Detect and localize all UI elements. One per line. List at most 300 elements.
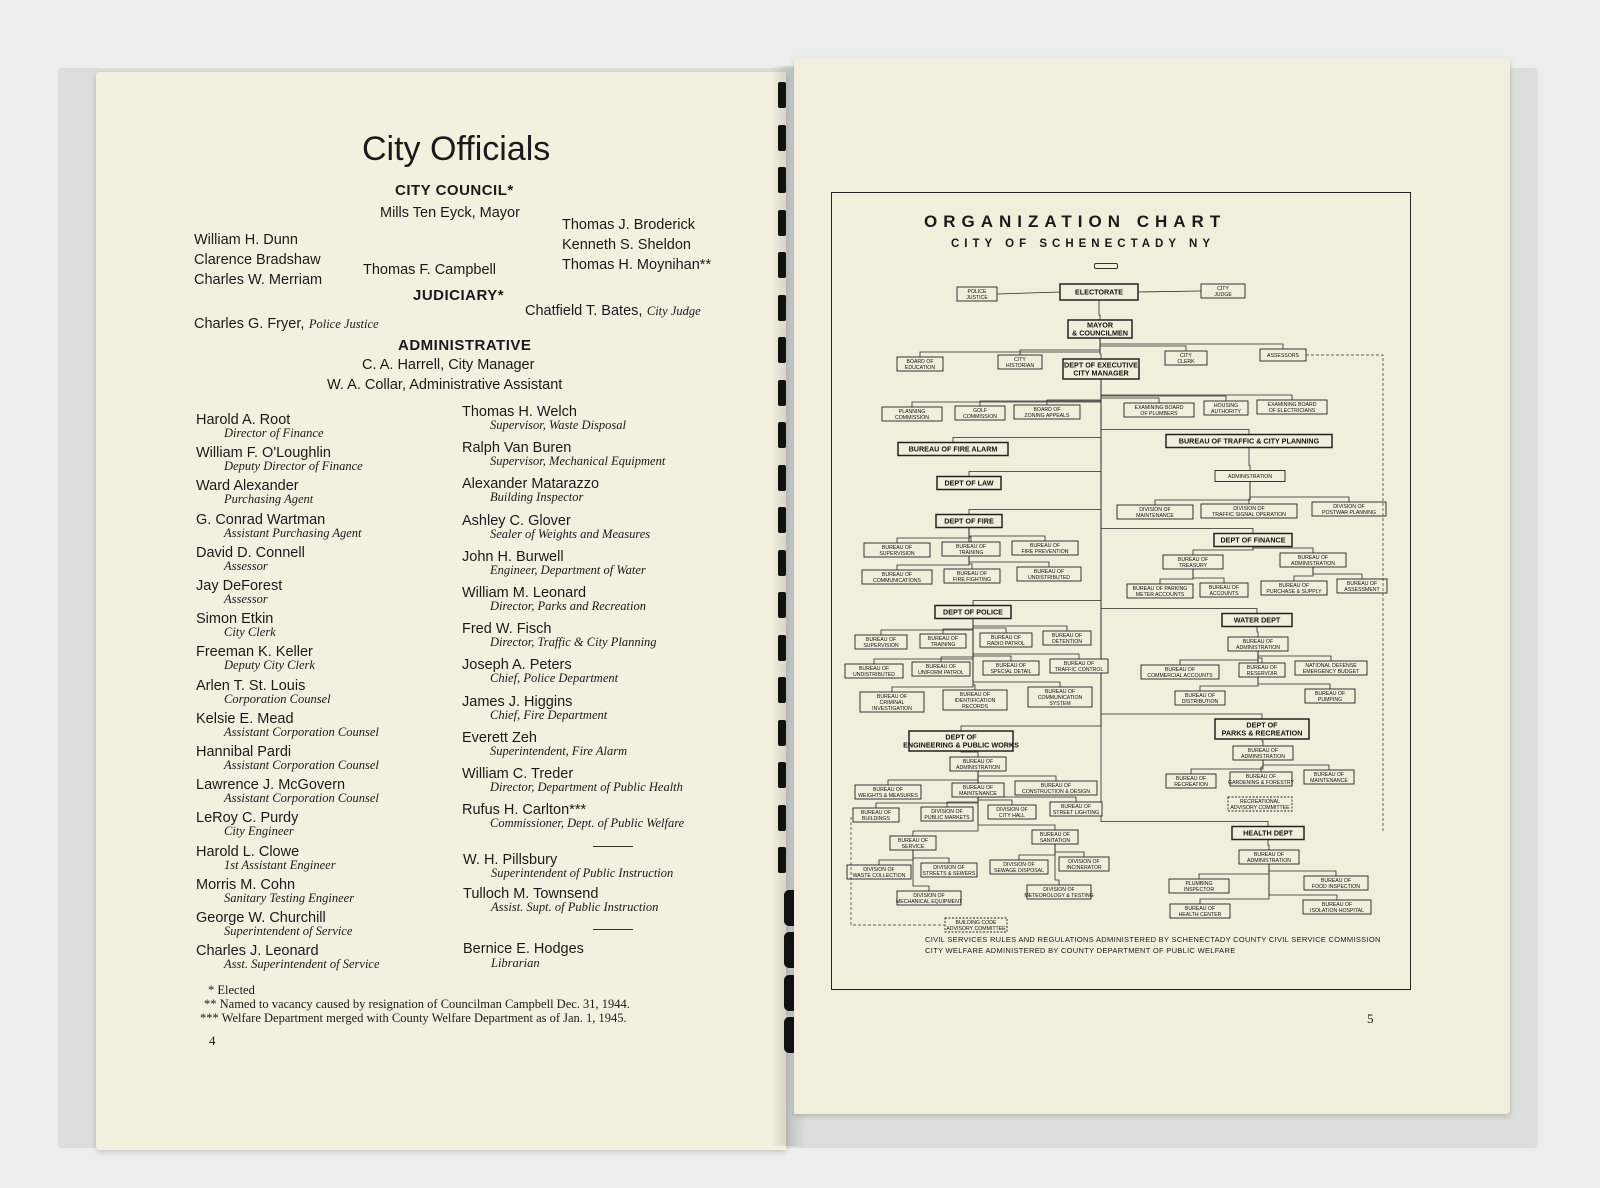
council-member: Thomas J. Broderick xyxy=(562,217,695,233)
chart-box-label: EXAMINING BOARD xyxy=(1267,401,1317,408)
chart-box-bur-sanitation xyxy=(1032,830,1078,844)
chart-box-label: ZONING APPEALS xyxy=(1024,412,1070,419)
official-title: Engineer, Department of Water xyxy=(490,562,646,577)
chart-box-bur-admin-w xyxy=(1228,637,1288,651)
chart-box-div-signal xyxy=(1201,504,1297,518)
chart-box-label: DIVISION OF xyxy=(1068,858,1100,865)
official-title: Director, Traffic & City Planning xyxy=(490,635,657,650)
official-title: Corporation Counsel xyxy=(224,691,331,706)
binding-ring xyxy=(778,125,786,151)
chart-box-bur-fire-fight xyxy=(944,569,1000,583)
chart-box-div-cityhall xyxy=(988,805,1036,819)
chart-box-label: CITY MANAGER xyxy=(1073,368,1129,378)
chart-box-label: TRAFFIC CONTROL xyxy=(1054,666,1104,673)
chart-connector xyxy=(969,379,1101,477)
chart-connector xyxy=(881,619,973,636)
chart-box-label: ADMINISTRATION xyxy=(1236,644,1280,651)
official-entry xyxy=(196,910,352,939)
chart-box-dept-parks xyxy=(1215,719,1309,739)
chart-box-city-judge xyxy=(1201,284,1245,298)
chart-box-label: ADVISORY COMMITTEE xyxy=(1230,804,1290,811)
chart-box-label: HISTORIAN xyxy=(1005,362,1035,369)
chart-connector xyxy=(879,850,913,865)
librarian-entry xyxy=(463,941,584,971)
chart-connector xyxy=(1269,864,1336,876)
chart-box-bur-accounts xyxy=(1200,583,1248,597)
chart-box-label: UNDISTRIBUTED xyxy=(1027,574,1071,581)
chart-box-bur-food xyxy=(1304,876,1368,890)
chart-box-label: BOARD OF xyxy=(906,358,934,365)
chart-box-label: MAINTENANCE xyxy=(1136,512,1174,519)
chart-connector xyxy=(897,528,969,544)
official-name: Arlen T. St. Louis xyxy=(196,677,306,694)
chart-box-health-dept xyxy=(1232,827,1304,840)
chart-box-label: BUREAU OF xyxy=(959,691,991,698)
binding-ring xyxy=(778,762,786,788)
official-title: City Engineer xyxy=(224,824,294,839)
chart-box-label: CONSTRUCTION & DESIGN xyxy=(1021,788,1091,795)
chart-box-label: BUREAU OF TRAFFIC & CITY PLANNING xyxy=(1178,436,1320,446)
official-entry xyxy=(196,611,276,640)
chart-box-label: BUREAU OF xyxy=(1314,690,1346,697)
chart-box-bur-weights xyxy=(855,785,921,799)
chart-box-label: BUREAU OF xyxy=(1247,747,1279,754)
chart-box-label: BUREAU OF xyxy=(962,784,994,791)
chart-box-plumbing-insp xyxy=(1169,879,1229,893)
chart-box-label: BUREAU OF xyxy=(1320,877,1352,884)
chart-box-label: ADMINISTRATION xyxy=(956,764,1000,771)
official-title: Deputy City Clerk xyxy=(224,658,315,673)
chart-box-label: BUREAU OF xyxy=(1242,638,1274,645)
official-name: Tulloch M. Townsend xyxy=(463,886,599,902)
chart-box-label: TRAINING xyxy=(930,641,956,648)
chart-box-div-markets xyxy=(921,807,973,821)
chart-box-label: PUMPING xyxy=(1317,696,1343,703)
binding-ring xyxy=(778,635,786,661)
chart-connector xyxy=(1099,300,1100,320)
official-name: Kelsie E. Mead xyxy=(196,710,294,727)
chart-connector xyxy=(978,771,1056,781)
chart-box-bur-comm-sys xyxy=(1028,687,1092,707)
chart-box-bldg-advisory xyxy=(945,918,1007,932)
official-name: Rufus H. Carlton*** xyxy=(462,802,587,819)
chart-box-label: BUREAU OF xyxy=(1033,568,1065,575)
chart-connector xyxy=(969,528,1045,542)
chart-box-label: ADMINISTRATION xyxy=(1228,473,1272,480)
chart-box-fire-alarm xyxy=(898,443,1008,456)
chart-box-label: ADMINISTRATION xyxy=(1247,857,1291,864)
chart-box-label: MAYOR xyxy=(1086,320,1114,330)
chart-box-label: SYSTEM xyxy=(1049,700,1071,707)
chart-box-bur-admin-h xyxy=(1239,850,1299,864)
police-justice-name: Charles G. Fryer, xyxy=(194,316,305,332)
chart-box-label: BUREAU OF xyxy=(865,636,897,643)
chart-box-label: BUREAU OF xyxy=(1177,556,1209,563)
chart-box-label: SANITATION xyxy=(1039,837,1071,844)
official-title: Superintendent, Fire Alarm xyxy=(490,743,628,758)
official-name: G. Conrad Wartman xyxy=(196,511,326,528)
chart-box-label: POLICE xyxy=(967,288,987,295)
chart-box-bur-admin-e xyxy=(950,757,1006,771)
chart-connector xyxy=(961,751,978,757)
chart-box-label: BUREAU OF xyxy=(1175,775,1207,782)
official-entry xyxy=(196,512,362,541)
chart-box-label: ENGINEERING & PUBLIC WORKS xyxy=(903,740,1019,750)
org-chart-subtitle: CITY OF SCHENECTADY NY xyxy=(951,238,1215,250)
chart-box-label: CLERK xyxy=(1177,358,1195,365)
official-title: Sanitary Testing Engineer xyxy=(224,890,355,905)
chart-box-mayor xyxy=(1068,320,1132,338)
chart-box-bur-traffic-c xyxy=(1050,659,1108,673)
chart-connector xyxy=(912,379,1101,407)
chart-connector xyxy=(913,771,978,836)
chart-box-label: BUREAU OF xyxy=(897,837,929,844)
chart-box-label: PUBLIC MARKETS xyxy=(924,814,970,821)
official-name: Joseph A. Peters xyxy=(462,657,572,674)
chart-box-label: BUREAU OF FIRE ALARM xyxy=(908,444,998,454)
chart-box-label: COMMISSION xyxy=(962,413,998,420)
official-title: Director, Department of Public Health xyxy=(490,780,683,794)
chart-box-bur-service xyxy=(890,836,936,850)
chart-box-label: DETENTION xyxy=(1052,638,1082,645)
official-name: Lawrence J. McGovern xyxy=(196,777,346,794)
chart-box-label: BUREAU OF xyxy=(1184,905,1216,912)
chart-box-div-maint xyxy=(1117,505,1193,519)
chart-connector xyxy=(978,797,1076,802)
chart-box-bur-purchase xyxy=(1261,581,1327,595)
chart-box-label: TREASURY xyxy=(1178,562,1208,569)
chart-box-label: BUREAU OF xyxy=(1029,542,1061,549)
chart-box-label: DEPT OF xyxy=(945,732,977,742)
official-entry xyxy=(463,852,673,881)
chart-box-label: NATIONAL DEFENSE xyxy=(1305,662,1357,669)
chart-connector xyxy=(1262,739,1263,746)
chart-box-bur-comm-f xyxy=(862,570,932,584)
chart-box-assessors xyxy=(1260,349,1306,361)
official-title: City Clerk xyxy=(224,625,276,640)
chart-connector xyxy=(973,619,1067,632)
police-justice-title: Police Justice xyxy=(308,317,379,331)
chart-box-label: BUREAU OF xyxy=(1044,688,1076,695)
chart-connector xyxy=(1294,567,1313,581)
council-member: Charles W. Merriam xyxy=(194,272,323,288)
council-member: Clarence Bradshaw xyxy=(194,252,321,268)
chart-connector xyxy=(997,292,1060,294)
official-entry xyxy=(196,545,305,574)
official-entry xyxy=(462,404,626,433)
official-entry xyxy=(196,644,315,673)
chart-box-label: DIVISION OF xyxy=(996,806,1028,813)
chart-box-label: BUREAU OF xyxy=(1297,554,1329,561)
official-title: Building Inspector xyxy=(490,490,584,505)
chart-box-label: CITY HALL xyxy=(998,812,1026,819)
official-title: Chief, Police Department xyxy=(490,671,619,686)
official-name: Freeman K. Keller xyxy=(196,644,313,661)
chart-box-bur-gardening xyxy=(1228,772,1294,786)
chart-box-label: BUREAU OF xyxy=(860,809,892,816)
chart-box-label: BUREAU OF xyxy=(990,634,1022,641)
official-name: Simon Etkin xyxy=(196,611,274,628)
chart-box-label: DIVISION OF xyxy=(1003,861,1035,868)
librarian-title: Librarian xyxy=(491,956,540,970)
official-title: Superintendent of Public Instruction xyxy=(491,866,674,880)
chart-box-label: BUREAU OF xyxy=(927,635,959,642)
chart-box-dept-police xyxy=(935,606,1011,619)
chart-box-label: BUREAU OF xyxy=(881,544,913,551)
chart-box-label: STREETS & SEWERS xyxy=(922,870,976,877)
chart-connector xyxy=(1268,840,1269,851)
official-title: Superintendent of Service xyxy=(224,924,353,938)
binding-ring xyxy=(778,422,786,448)
chart-box-label: RECREATION xyxy=(1174,781,1208,788)
chart-box-label: RECREATIONAL xyxy=(1240,798,1280,805)
chart-box-bur-street-light xyxy=(1050,802,1102,816)
binding-ring xyxy=(778,167,786,193)
official-name: Jay DeForest xyxy=(196,578,283,594)
chart-box-label: COMMUNICATIONS xyxy=(872,577,922,584)
chart-box-bur-parking xyxy=(1127,584,1193,598)
chart-connector xyxy=(1100,338,1186,351)
council-col3 xyxy=(562,215,711,275)
chart-connector xyxy=(892,619,973,693)
chart-box-label: UNDISTRIBUTED xyxy=(852,671,896,678)
official-name: Harold A. Root xyxy=(196,412,291,428)
chart-box-label: JUSTICE xyxy=(966,294,988,301)
chart-box-label: BUREAU OF xyxy=(925,663,957,670)
official-entry xyxy=(462,549,646,578)
official-entry xyxy=(196,478,313,507)
chart-connector xyxy=(1193,547,1253,556)
chart-box-label: OF ELECTRICIANS xyxy=(1268,407,1316,414)
chart-box-label: WEIGHTS & MEASURES xyxy=(858,792,918,799)
chart-box-label: POSTWAR PLANNING xyxy=(1322,509,1376,516)
chart-box-golf xyxy=(955,406,1005,420)
chart-connector xyxy=(947,797,978,807)
chart-box-bur-training-p xyxy=(920,634,966,648)
official-title: Assistant Purchasing Agent xyxy=(224,525,362,540)
chart-connector xyxy=(1250,482,1349,503)
chart-box-label: ELECTORATE xyxy=(1074,287,1124,297)
binding-ring xyxy=(778,380,786,406)
chart-box-label: MECHANICAL EQUIPMENT xyxy=(895,898,963,905)
council-member: Kenneth S. Sheldon xyxy=(562,237,691,253)
chart-box-bur-treasury xyxy=(1163,555,1223,569)
chart-box-label: PLANNING xyxy=(898,408,926,415)
official-name: Charles J. Leonard xyxy=(196,943,319,960)
chart-box-label: COMMUNICATION xyxy=(1037,694,1083,701)
chart-box-city-historian xyxy=(998,355,1042,369)
binding-ring xyxy=(778,295,786,321)
chart-connector xyxy=(943,619,973,635)
chart-box-label: MAINTENANCE xyxy=(959,790,997,797)
chart-box-label: ASSESSORS xyxy=(1266,352,1300,359)
chart-box-label: FOOD INSPECTION xyxy=(1311,883,1361,890)
page-number-right: 5 xyxy=(1367,1011,1374,1026)
chart-box-label: METEOROLOGY & TESTING xyxy=(1024,892,1094,899)
chart-box-label: INSPECTOR xyxy=(1183,886,1215,893)
chart-connector xyxy=(913,850,949,863)
official-title: Assist. Supt. of Public Instruction xyxy=(491,900,659,914)
chart-box-planning xyxy=(882,407,942,421)
chart-connector xyxy=(1253,547,1313,554)
admin-assistant-name: W. A. Collar, Administrative Assistant xyxy=(327,377,563,393)
chart-box-bur-admin-pk xyxy=(1233,746,1293,760)
chart-box-label: BUREAU OF xyxy=(872,786,904,793)
official-entry xyxy=(196,412,324,441)
official-entry xyxy=(196,943,380,972)
chart-connector xyxy=(978,797,1012,805)
chart-box-bur-comm-acc xyxy=(1141,665,1219,679)
official-title: Sealer of Weights and Measures xyxy=(490,526,651,541)
chart-box-police-justice xyxy=(957,287,997,301)
chart-box-label: INVESTIGATION xyxy=(872,705,912,712)
chart-connector xyxy=(973,619,1060,688)
chart-connector xyxy=(1100,338,1283,349)
chart-box-label: HEALTH DEPT xyxy=(1243,828,1293,838)
chart-box-bur-maint-e xyxy=(952,783,1004,797)
official-entry xyxy=(462,440,665,469)
chart-box-label: SUPERVISION xyxy=(879,550,915,557)
official-entry xyxy=(462,766,683,795)
official-entry xyxy=(196,578,282,607)
binding-ring xyxy=(778,337,786,363)
chart-box-label: RESERVOIR xyxy=(1246,670,1278,677)
chart-box-label: OF PLUMBERS xyxy=(1140,410,1178,417)
chart-box-label: BUREAU OF xyxy=(1246,664,1278,671)
chart-box-label: WATER DEPT xyxy=(1233,615,1281,625)
chart-box-label: COMMERCIAL ACCOUNTS xyxy=(1147,672,1213,679)
chart-box-bur-radio xyxy=(980,633,1032,647)
chart-box-label: AUTHORITY xyxy=(1211,408,1241,415)
chart-box-bur-supervision-p xyxy=(855,635,907,649)
chart-box-label: BUILDINGS xyxy=(862,815,890,822)
chart-box-label: DEPT OF FIRE xyxy=(944,516,994,526)
official-name: Thomas H. Welch xyxy=(462,404,577,420)
official-title: Assistant Corporation Counsel xyxy=(224,791,379,806)
chart-box-label: BUREAU OF xyxy=(1245,773,1277,780)
chart-box-label: DIVISION OF xyxy=(863,866,895,873)
chart-box-label: RECORDS xyxy=(962,703,988,710)
mayor-name: Mills Ten Eyck, Mayor xyxy=(380,205,520,221)
chart-box-label: BUREAU OF xyxy=(955,543,987,550)
official-title: Director, Parks and Recreation xyxy=(490,599,646,613)
chart-box-water-dept xyxy=(1222,614,1292,627)
official-entry xyxy=(462,802,684,831)
chart-box-label: BUREAU OF xyxy=(1321,901,1353,908)
chart-box-label: BUREAU OF xyxy=(962,758,994,765)
official-entry xyxy=(196,711,379,740)
chart-box-label: WASTE COLLECTION xyxy=(852,872,906,879)
binding-ring xyxy=(778,720,786,746)
chart-box-bur-supervision-f xyxy=(864,543,930,557)
divider-rule xyxy=(593,846,633,847)
chart-box-label: DIVISION OF xyxy=(933,864,965,871)
chart-box-label: ADMINISTRATION xyxy=(1291,560,1335,567)
chart-box-dept-finance xyxy=(1214,534,1292,547)
official-name: John H. Burwell xyxy=(462,548,564,565)
official-title: Assistant Corporation Counsel xyxy=(224,724,379,739)
chart-box-label: FIRE PREVENTION xyxy=(1021,548,1069,555)
chart-box-label: STREET LIGHTING xyxy=(1052,809,1100,816)
chart-connector xyxy=(1101,379,1159,403)
chart-box-bur-undist-p xyxy=(845,664,903,678)
chart-box-label: DEPT OF LAW xyxy=(944,478,994,488)
footnote: *** Welfare Department merged with County Welfare Department as of Jan. 1, 1945. xyxy=(200,1011,627,1025)
official-entry xyxy=(462,585,646,614)
official-name: Ralph Van Buren xyxy=(462,440,572,457)
official-entry xyxy=(196,777,379,806)
chart-box-div-sewage xyxy=(990,860,1048,874)
official-name: Harold L. Clowe xyxy=(196,843,300,860)
chart-box-label: GARDENING & FORESTRY xyxy=(1228,779,1294,786)
footnotes xyxy=(200,983,630,1025)
page-title: City Officials xyxy=(362,130,551,168)
chart-box-label: BUREAU OF xyxy=(1040,782,1072,789)
chart-box-label: CITY xyxy=(1014,356,1026,363)
official-name: William M. Leonard xyxy=(462,585,587,601)
chart-box-bur-assessment xyxy=(1337,579,1387,593)
chart-box-label: BUREAU OF xyxy=(1184,692,1216,699)
chart-box-div-postwar xyxy=(1312,502,1386,516)
chart-box-label: EXAMINING BOARD xyxy=(1134,404,1184,411)
chart-box-bur-criminal xyxy=(860,692,924,712)
chart-box-label: DIVISION OF xyxy=(931,808,963,815)
official-name: Alexander Matarazzo xyxy=(462,476,600,493)
divider-rule xyxy=(593,929,633,930)
council-header: CITY COUNCIL* xyxy=(395,182,514,199)
chart-box-dept-fire xyxy=(936,515,1002,528)
official-name: Fred W. Fisch xyxy=(462,621,552,638)
official-entry xyxy=(196,877,354,906)
chart-box-label: BUREAU OF xyxy=(858,665,890,672)
council-member: Thomas F. Campbell xyxy=(363,262,496,278)
official-entry xyxy=(462,476,599,505)
chart-box-div-waste xyxy=(847,865,911,879)
chart-box-label: CITY xyxy=(1217,285,1229,292)
administrative-header: ADMINISTRATIVE xyxy=(398,337,532,354)
chart-box-bur-recreation xyxy=(1166,774,1216,788)
chart-box-label: DIVISION OF xyxy=(1333,503,1365,510)
chart-connector xyxy=(1155,482,1250,506)
chart-box-label: RADIO PATROL xyxy=(987,640,1025,647)
chart-box-label: SERVICE xyxy=(901,843,925,850)
chart-connector xyxy=(1193,569,1224,583)
chart-connector xyxy=(1101,379,1292,400)
chart-box-label: BOARD OF xyxy=(1033,406,1061,413)
page-number-left: 4 xyxy=(209,1033,216,1048)
chart-connector xyxy=(1199,864,1269,879)
chart-box-label: BUREAU OF xyxy=(1253,851,1285,858)
chart-connector xyxy=(1019,844,1055,860)
chart-connector xyxy=(1257,627,1258,638)
chart-box-label: DEPT OF EXECUTIVE xyxy=(1064,360,1138,370)
official-name: David D. Connell xyxy=(196,544,305,561)
chart-box-label: BUREAU OF xyxy=(881,571,913,578)
chart-connector xyxy=(920,338,1100,357)
binding-ring xyxy=(778,805,786,831)
chart-box-label: DEPT OF POLICE xyxy=(943,607,1003,617)
org-chart-diagram xyxy=(831,192,1411,990)
chart-box-label: ISOLATION HOSPITAL xyxy=(1310,907,1364,914)
chart-box-label: DIVISION OF xyxy=(1139,506,1171,513)
chart-box-dept-law xyxy=(937,477,1001,490)
chart-box-label: TRAFFIC SIGNAL OPERATION xyxy=(1212,511,1286,518)
chart-box-label: BUREAU OF xyxy=(1063,660,1095,667)
footnote: * Elected xyxy=(208,983,255,997)
official-name: George W. Churchill xyxy=(196,910,326,926)
chart-box-div-meteor xyxy=(1024,885,1093,899)
chart-box-div-streets xyxy=(921,863,977,877)
